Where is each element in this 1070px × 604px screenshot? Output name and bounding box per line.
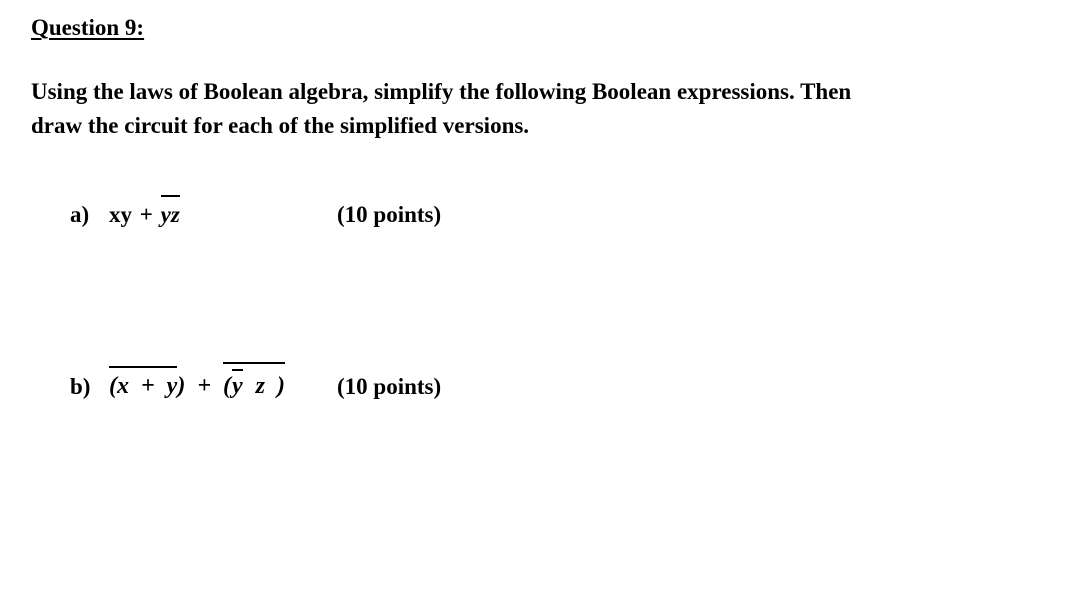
- item-b-points: (10 points): [337, 373, 442, 399]
- item-a-expression-overlined-term: yz: [161, 195, 180, 228]
- item-a-label: a): [70, 201, 90, 227]
- question-title: Question 9:: [31, 15, 145, 40]
- question-item-b: [31, 354, 1031, 404]
- item-a-points: (10 points): [337, 201, 442, 227]
- item-b-group1-overlined: (x + y: [109, 366, 177, 400]
- item-b-group2-double-overlined-y: y: [232, 369, 243, 400]
- intro-line-1: Using the laws of Boolean algebra, simplify the following Boolean expressions. Then: [31, 78, 852, 104]
- item-b-group2-open-paren: (: [223, 372, 231, 399]
- item-b-expression: [109, 362, 285, 400]
- item-b-group2-overlined: [223, 362, 285, 400]
- item-b-operator-between: ) +: [177, 372, 223, 399]
- intro-paragraph: [31, 75, 1070, 143]
- item-b-label: b): [70, 373, 91, 399]
- item-a-expression-plain-term: xy +: [109, 201, 161, 227]
- question-item-a: [31, 186, 1031, 232]
- intro-line-2: draw the circuit for each of the simplified versions.: [31, 112, 530, 138]
- item-b-group2-rest: z ): [243, 372, 285, 399]
- item-a-expression: [109, 195, 180, 228]
